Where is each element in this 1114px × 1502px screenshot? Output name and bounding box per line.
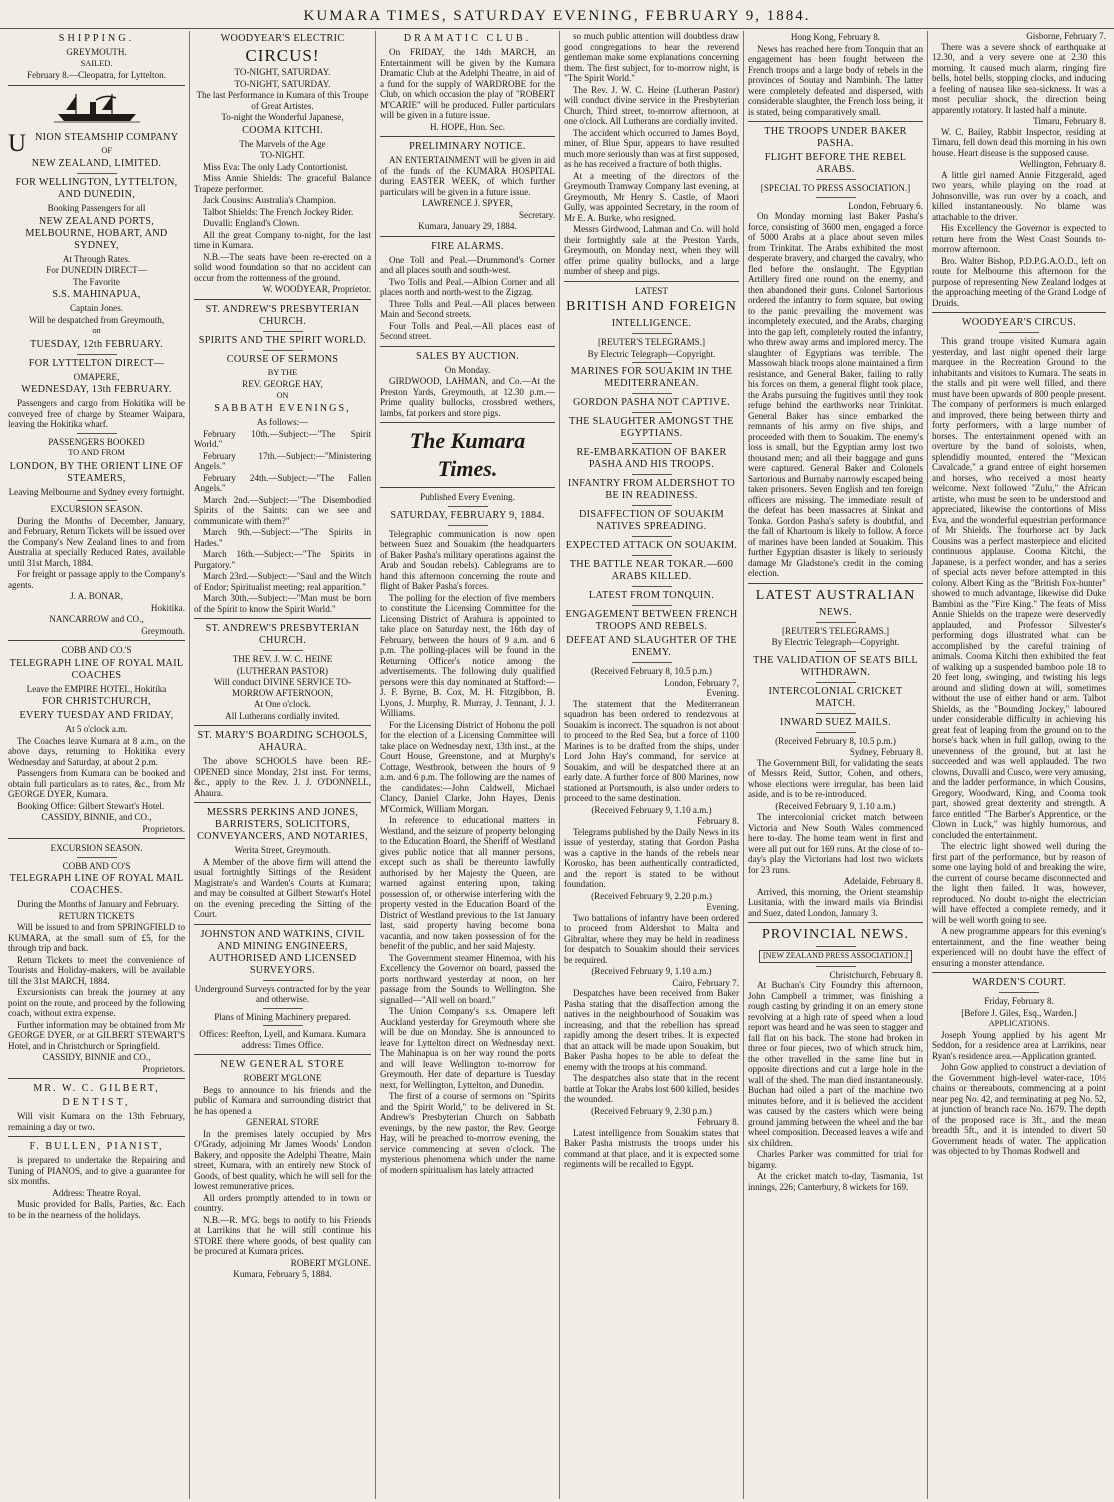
proprietors: Proprietors.	[142, 823, 185, 834]
sales-auction-heading: SALES BY AUCTION.	[416, 350, 519, 362]
bullen-address: Address: Theatre Royal.	[52, 1187, 141, 1198]
column-4	[560, 31, 744, 1499]
johnston-watkins-heading: JOHNSTON AND WATKINS, CIVIL AND MINING ENGINEERS, AUTHORISED AND LICENSED SURVEYORS.	[200, 928, 365, 976]
tonight-3: TO-NIGHT.	[260, 150, 305, 160]
telegraph-line-2: TELEGRAPH LINE OF ROYAL MAIL COACHES.	[9, 873, 184, 896]
dateline-christchurch: Christchurch, February 8.	[829, 969, 923, 980]
para-mediterranean: The statement that the Mediterranean squadron has been ordered to rendezvous at Souakim is incorrect. The squadron is not about to proceed to the Red Sea, but a force of 1100 Marines is to be drafted from the ships, under Lord John Hay's command, for service at Souakim, and will be despatched there at an early date. A further force of 800 Marines, now stationed at Portsmouth, is also under orders to proceed to the same destination.	[564, 698, 739, 803]
para-daily-news: Telegrams published by the Daily News in its issue of yesterday, stating that Gordon Pasha was a captive in the hands of the rebels near Korosko, has been authentically contradicted, and the report is stated to be without foundation.	[564, 826, 739, 889]
editorial-date: SATURDAY, FEBRUARY 9, 1884.	[390, 509, 545, 521]
werita-street: Werita Street, Greymouth.	[234, 845, 331, 855]
fire-alarm-2: Two Tolls and Peal.—Albion Corner and all places north and north-west to the Zigzag.	[380, 276, 555, 297]
spyer: LAWRENCE J. SPYER,	[422, 198, 513, 208]
divider	[448, 506, 488, 507]
para-new-programme: A new programme appears for this evening's entertainment, and the fine weather being experienced will no doubt have the effect of ensuring a monster attendance.	[932, 926, 1106, 968]
empire-hotel: Leave the EMPIRE HOTEL, Hokitika	[26, 683, 167, 694]
divider	[632, 474, 672, 475]
editorial-sermons: The first of a course of sermons on "Spirits and the Spirit World," to be delivered in St. Andrew's Presbyterian Church on Sabbath evenings, by the new pastor, the Rev. George Hay, will be preached to-morrow evening, the service commencing at seven o'clock. The mysterious phenomena which under the name of modern spiritualism has lately attracted	[380, 1091, 555, 1175]
woodyear-proprietor: W. WOODYEAR, Proprietor.	[262, 284, 371, 294]
store-premises: In the premises lately occupied by Mrs O'Grady, adjoining Mr James Woods' London Bakery, and opposite the Adelphi Theatre, Main street, Kumara, with an entirely new Stock of Goods, of best quality, which he will sell for the lowest remunerative prices.	[194, 1128, 371, 1191]
lyttelton-direct: FOR LYTTELTON DIRECT—	[28, 357, 165, 369]
headline-engagement: ENGAGEMENT BETWEEN FRENCH TROOPS AND REBELS.	[565, 609, 738, 632]
dateline-evening-1: Evening.	[706, 688, 739, 698]
divider	[564, 281, 739, 282]
to-and-from: TO AND FROM	[68, 448, 125, 457]
divider	[194, 299, 371, 300]
course-of-sermons: COURSE OF SERMONS	[226, 353, 339, 365]
divider	[8, 838, 185, 839]
dateline-hongkong: Hong Kong, February 8.	[790, 32, 881, 42]
headline-reembarkation: RE-EMBARKATION OF BAKER PASHA AND HIS TROOPS.	[576, 447, 727, 470]
newspaper-columns	[4, 31, 1110, 1499]
booking-office: Booking Office: Gilbert Stewart's Hotel.	[17, 800, 165, 811]
british-foreign-heading: BRITISH AND FOREIGN	[566, 299, 737, 314]
para-girdwood: Messrs Girdwood, Lahman and Co. will hold their fortnightly sale at the Preston Yards, Greymouth, on Monday next, when they will offer prime quality bullocks, and a large number of sheep and pigs.	[564, 224, 739, 276]
hope-sec: H. HOPE, Hon. Sec.	[429, 121, 506, 132]
agent-bonar: J. A. BONAR,	[70, 591, 123, 601]
bullen-heading: F. BULLEN, PIANIST,	[29, 1141, 164, 1152]
robert-mglone: ROBERT M'GLONE	[243, 1073, 322, 1083]
marvels: The Marvels of the Age	[239, 138, 326, 149]
preliminary-notice: PRELIMINARY NOTICE.	[409, 141, 526, 152]
wardens-court-heading: WARDEN'S COURT.	[972, 977, 1066, 988]
editorial-union-co: The Union Company's s.s. Omapere left Auckland yesterday for Greymouth where she will be due on Monday. She is announced to leave for Lyttelton direct on Wednesday next. The Mahinapua is on her way round the ports and will leave Wellington to-morrow for Greymouth. Her date of departure is Tuesday next, for Wellington, Lyttelton, and Dunedin.	[380, 1006, 555, 1090]
editorial-education: In reference to educational matters in Westland, and the seizure of property belonging to the Education Board, the Sheriff of Westland gives public notice that all manner persons, except such as shall be thereunto lawfully authorised by her Majesty the Queen, are warned against entering upon, taking possession of, or otherwise interfering with the property vested in the Education Board of the District of Westland previous to the 1st January last, said property having become bona vacantia, and now taken possession of for the benefit of the public, and her said Majesty.	[380, 815, 555, 951]
editorial-telegraphic: Telegraphic communication is now open between Suez and Souakim (the headquarters of Baker Pasha's military operations against the Arab and Soudan rebels). Cablegrams are to hand this afternoon concerning the route and flight of Baker Pasha's forces.	[380, 528, 555, 591]
para-young: Joseph Young applied by his agent Mr Seddon, for a residence area at Larrikins, near Ryan's residence area.—Application granted.	[932, 1029, 1106, 1061]
para-circus-review: This grand troupe visited Kumara again yesterday, and last night opened their large marquee in the Recreation Ground to the inhabitants and visitors to Kumara. The seats in the stalls and pit were well filled, and there must have been upwards of 800 people present. The company of performers is much enlarged and improved, there being between thirty and forty performers, with a large number of horses. The entertainment opened with an overture by the band of soloists, when, splendidly mounted, entered the "Mexican Cavalcade," a grand entree of eight horsemen and horses, who received a most hearty welcome. Next followed "Zulu," the African artiste, who must be seen to be understood and appreciated, likewise the contortions of Miss Eva, and the wonderful equestrian performance of Mr Shields. The fourhorse act by Jack Cousins was a perfect masterpiece and elicited continuous applause. Cooma Kitchi, the Japanese, is a perfect wonder, and has a series of special acts never before attempted in this colony. Albert King as the "British Fox-hunter" showed to much advantage, likewise did Duke Bambini as the "Fire King." The feats of Miss Annie Shields on the trapeze were deservedly applauded, and Professor Silvester's performing dogs illustrated what can be accomplished by the careful training of animals. Cooma Kitchi then exhibited the feat of walking up a suspended bamboo pole 18 to 20 feet long, swinging, and twisting his legs around and sliding down at will, sometimes without the use of either hand or arm. Talbot Shields, as the "Bounding Jockey," laboured under considerable difficulty in achieving his great feat of leaping from the ground on to the horse's back when in full gallop, owing to the unevenness of the ground, but at last he succeeded and was well applauded. The two clowns, Duvalli and Cusco, were very amusing, and the ladder performance, in which Cousins, Gregory, Woodward, King, and Cooma took part, showed great dexterity and strength. A farce entitled "The Barber's Apprentice, or the Clown in Luck," was highly humorous, and concluded the entertainment.	[932, 336, 1107, 840]
divider	[932, 972, 1106, 973]
para-public-attention: so much public attention will doubtless draw good congregations to hear the reverend gentleman make some explanations concerning them. The first subject, for to-morrow night, is "The Spirit World."	[564, 31, 739, 83]
through-rates: At Through Rates.	[62, 253, 131, 264]
kumara-jan: Kumara, January 29, 1884.	[418, 221, 517, 231]
wonderful-japanese: To-night the Wonderful Japanese,	[221, 112, 344, 122]
divider	[632, 443, 672, 444]
divider	[194, 725, 371, 726]
divider	[816, 179, 856, 180]
editorial-hohonu: For the Licensing District of Hohonu the poll for the election of a Licensing Committee will take place on Wednesday next, 13th inst., at the Court House, Greenstone, and at Murphy's Cottage, Westbrook, between the hours of 9 a.m. and 6 p.m. The following are the names of the candidates:—John Caldwell, Michael Clancy, Daniel Clarke, John Hayes, Denis M'Cormick, William Morgan.	[380, 719, 555, 814]
nz-press-label	[748, 950, 923, 963]
divider	[632, 505, 672, 506]
divider	[816, 946, 856, 947]
news-heading: NEWS.	[819, 606, 852, 618]
received-5: (Received February 9, 2.30 p.m.)	[591, 1105, 712, 1116]
cassidy-binnie-2: CASSIDY, BINNIE and CO.,	[42, 1052, 151, 1062]
divider	[748, 583, 923, 584]
divider	[8, 640, 185, 641]
talbot-shields: Talbot Shields: The French Jockey Rider.	[203, 206, 354, 217]
woodyears-circus-heading: WOODYEAR'S CIRCUS.	[961, 317, 1077, 328]
divider	[263, 331, 303, 332]
bullen-music: Music provided for Balls, Parties, &c. Each to be in the nearness of the holidays.	[8, 1199, 185, 1220]
kumara-times-nameplate: The Kumara Times.	[409, 428, 526, 481]
tuesday-date: TUESDAY, 12th FEBRUARY.	[30, 338, 163, 350]
copyright-label-2: By Electric Telegraph—Copyright.	[771, 637, 900, 647]
divider	[999, 992, 1039, 993]
tonight-2: TO-NIGHT, SATURDAY.	[234, 78, 331, 89]
divider	[77, 173, 117, 174]
bullen-body: is prepared to undertake the Repairing and Tuning of PIANOS, and to give a guarantee for six months.	[8, 1155, 185, 1186]
circus-heading: CIRCUS!	[245, 46, 320, 65]
published-every-evening: Published Every Evening.	[420, 492, 515, 502]
sermon-mar9: March 9th.—Subject:—"The Spirits in Hades."	[194, 527, 371, 548]
headline-aldershot: INFANTRY FROM ALDERSHOT TO BE IN READINESS.	[567, 478, 736, 501]
editorial-hinemoa: The Government steamer Hinemoa, with his Excellency the Governor on board, passed the ports northward yesterday at noon, on her passage from the Sounds to Wellington. She signalled—"All well on board."	[380, 952, 555, 1005]
column-3	[376, 31, 560, 1499]
cobb-heading: COBB AND CO.'S	[61, 645, 132, 655]
orient-line: LONDON, BY THE ORIENT LINE OF STEAMERS,	[9, 460, 184, 484]
divider	[816, 713, 856, 714]
received-4: (Received February 9, 1.10 a.m.)	[591, 966, 712, 976]
divider	[816, 197, 856, 198]
latest-label: LATEST	[635, 285, 668, 296]
para-lusitania: Arrived, this morning, the Orient steamship Lusitania, with the inward mails via Brindisi and Suez, dated London, January 3.	[748, 886, 923, 918]
dateline-gisborne: Gisborne, February 7.	[1026, 31, 1106, 41]
sabbath-evenings: SABBATH EVENINGS,	[214, 403, 351, 414]
st-marys-body: The above SCHOOLS have been RE-OPENED since Monday, 21st inst. For terms, &c., apply to the Rev. J. J. O'DONNELL, Ahaura.	[194, 756, 371, 798]
received-7: (Received February 9, 1.10 a.m.)	[775, 800, 896, 811]
booking-passengers: Booking Passengers for all	[47, 203, 146, 213]
divider	[380, 136, 555, 137]
divider	[448, 525, 488, 526]
para-intercolonial: The intercolonial cricket match between Victoria and New South Wales commenced here to-day. The home team went in first and were all put out for 169 runs. At the close of to-day's play the Victorians had lost two wickets for 23 runs.	[748, 812, 923, 875]
dateline-london-feb6: London, February 6.	[848, 200, 923, 211]
excursionists-body: Excursionists can break the journey at any point on the route, and proceed by the following coach, without extra expense.	[8, 987, 185, 1018]
excursion-body: During the Months of December, January, and February, Return Tickets will be issued over the Company's New Zealand lines to and from Australia at specially Reduced Rates, available until 31st March, 1884.	[8, 515, 185, 568]
seats-note: N.B.—The seats have been re-erected on a solid wood foundation so that no accident can occur from the rottenness of the ground.	[194, 251, 371, 283]
annie-shields: Miss Annie Shields: The graceful Balance Trapeze performer.	[194, 173, 371, 194]
on-label-2: ON	[276, 390, 289, 400]
captain-jones: Captain Jones.	[69, 303, 124, 313]
dateline-feb8-1: February 8.	[697, 816, 739, 826]
dateline-timaru: Timaru, February 8.	[1033, 116, 1106, 126]
received-2: (Received February 9, 1.10 a.m.)	[591, 804, 712, 815]
headline-validation: THE VALIDATION OF SEATS BILL WITHDRAWN.	[753, 654, 918, 678]
for-christchurch: FOR CHRISTCHURCH,	[42, 696, 151, 707]
freight-body: For freight or passage apply to the Company's agents.	[8, 569, 185, 590]
further-info-body: Further information may be obtained from Mr GEORGE DYER, or at GILBERT STEWART'S Hotel, and in Christchurch or Springfield.	[8, 1019, 185, 1051]
divider	[932, 312, 1106, 313]
every-tuesday: EVERY TUESDAY AND FRIDAY,	[19, 710, 174, 721]
divider	[816, 966, 856, 967]
ss-mahinapua: S.S. MAHINAPUA,	[52, 289, 141, 300]
divider	[8, 85, 185, 86]
headline-troops-baker: THE TROOPS UNDER BAKER PASHA.	[764, 126, 907, 149]
reuters-label: [REUTER'S TELEGRAMS.]	[597, 337, 706, 347]
excursion-season: EXCURSION SEASON.	[50, 504, 143, 514]
headline-slaughter: THE SLAUGHTER AMONGST THE EGYPTIANS.	[569, 416, 734, 439]
perkins-jones-body: A Member of the above firm will attend the usual fortnightly Sittings of the Resident Magistrate's and Warden's Courts at Kumara; and may be consulted at Gilbert Stewart's Hotel on the evening preceding the Sitting of the Court.	[194, 856, 371, 919]
divider	[816, 651, 856, 652]
sailed-label: SAILED.	[80, 58, 113, 68]
st-marys-heading: ST. MARY'S BOARDING SCHOOLS, AHAURA.	[197, 730, 368, 753]
divider	[263, 1025, 303, 1026]
para-despatches: Despatches have been received from Baker Pasha stating that the disaffection among the natives in the neighbourhood of Souakim was increasing, and that the rebellion has spread rapidly among the desert tribes. It is expected that an attack will be made upon Souakim, but Baker Pasha hopes to be able to defeat the enemy with the troops at his command.	[564, 988, 739, 1072]
usc-title-2: NEW ZEALAND, LIMITED.	[31, 158, 162, 169]
sermon-feb17: February 17th.—Subject:—"Ministering Angels."	[194, 450, 371, 471]
sermon-mar16: March 16th.—Subject:—"The Spirits in Purgatory."	[194, 549, 371, 570]
greymouth-heading: GREYMOUTH.	[66, 47, 127, 57]
para-accident: The accident which occurred to James Boyd, miner, of Blue Spur, appears to have resulted much more seriously than was at first supposed, as he has received a fracture of both thighs.	[564, 127, 739, 169]
return-tickets: RETURN TICKETS	[58, 910, 135, 921]
headline-tonquin: LATEST FROM TONQUIN.	[588, 590, 715, 601]
para-fitzgerald: A little girl named Annie Fitzgerald, aged two years, while playing on the road at Johnsonville, was run over by a coach, and killed instantaneously. No blame was attachable to the driver.	[932, 169, 1106, 222]
store-nb: N.B.—R. M'G. begs to notify to his Friends at Larrikins that he will still continue his STORE there where goods, of best quality can be procured at Kumara prices.	[194, 1214, 371, 1256]
para-electric-light: The electric light showed well during the first part of the performance, but by reason of some one laying hold of and breaking the wire, the current of course became disconnected and the light then failed. It was, however, reproduced. No doubt to-night the electrician will have effected a complete remedy, and it will be well worth going to see.	[932, 841, 1106, 925]
para-heine: The Rev. J. W. C. Heine (Lutheran Pastor) will conduct divine service in the Presbyterian Church, Third street, to-morrow afternoon, at one o'clock. All Lutherans are cordially invited.	[564, 84, 739, 126]
tonight-1: TO-NIGHT, SATURDAY.	[234, 67, 331, 77]
fire-alarm-4: Four Tolls and Peal.—All places east of Second street.	[380, 320, 555, 341]
special-press: [SPECIAL TO PRESS ASSOCIATION.]	[760, 183, 911, 193]
australian-heading: LATEST AUSTRALIAN	[755, 587, 916, 603]
provincial-heading: PROVINCIAL NEWS.	[762, 927, 909, 942]
copyright-label: By Electric Telegraph—Copyright.	[587, 348, 716, 359]
gilbert-body: Will visit Kumara on the 13th February, remaining a day or two.	[8, 1111, 185, 1132]
drop-cap-u: U	[8, 129, 27, 157]
dateline-london-1: London, February 7,	[664, 677, 739, 688]
by-the: BY THE	[267, 367, 298, 377]
intelligence-heading: INTELLIGENCE.	[611, 318, 692, 329]
fire-alarm-1: One Toll and Peal.—Drummond's Corner and all places south and south-west.	[380, 254, 555, 275]
agent-greymouth: Greymouth.	[141, 625, 185, 636]
hokitika-passengers: Passengers and cargo from Hokitika will be conveyed free of charge by Steamer Waipara, leaving the Hokitika wharf.	[8, 398, 185, 429]
telegraph-line: TELEGRAPH LINE OF ROYAL MAIL COACHES	[9, 657, 184, 681]
coaches-body: The Coaches leave Kumara at 8 a.m., on the above days, returning to Hokitika every Wednesday and Saturday, at about 2 p.m.	[8, 735, 185, 767]
para-foundry: At Buchan's City Foundry this afternoon, John Campbell a trimmer, was finishing a rough casting by grinding it on an emery stone revolving at a high rate of speed when a loud report was heard and he was seen to stagger and fall flat on his back. The stone had broken in three or four pieces, two of which struck him, the other travelled in the same line but in opposite directions and cut a large hole in the wall of the shed. The man died instantaneously. Buchan had oiled a part of the machine two minutes before, and it is believed the accident was caused by the casters which were being ground jamming between the wheel and the bar wheel composition. Deceased leaves a wife and six children.	[748, 980, 923, 1148]
usc-title: NION STEAMSHIP COMPANY	[34, 131, 179, 143]
para-government-bill: The Government Bill, for validating the seats of Messrs Reid, Suttor, Cohen, and others, whose elections were irregular, has been laid aside, and is to be re-introduced.	[748, 757, 923, 799]
agent-hokitika: Hokitika.	[150, 602, 185, 613]
divider	[8, 1078, 185, 1079]
tourists-body: Return Tickets to meet the convenience of Tourists and Holiday-makers, will be available till the 31st MARCH, 1884.	[8, 954, 185, 986]
para-parker: Charles Parker was committed for trial for bigamy.	[748, 1149, 923, 1170]
dramatic-club-body: On FRIDAY, the 14th MARCH, an Entertainment will be given by the Kumara Dramatic Club at the Adelphi Theatre, in aid of a fund for the supply of WARDROBE for the Club, on which occasion the play of "ROBERT M'CARIE" will be produced. Fuller particulars will be given in a future issue.	[380, 47, 555, 120]
friday-feb8: Friday, February 8.	[984, 996, 1054, 1006]
para-tokar: The despatches also state that in the recent battle at Tokar the Arabs lost 600 killed, besides the wounded.	[564, 1073, 739, 1104]
divider	[632, 586, 672, 587]
underground-surveys: Underground Surveys contracted for by the year and otherwise.	[194, 983, 371, 1004]
dunedin-direct: For DUNEDIN DIRECT—	[46, 265, 147, 275]
divine-service: Will conduct DIVINE SERVICE TO-MORROW AFTERNOON,	[214, 677, 351, 698]
agent-nancarrow: NANCARROW and CO.,	[49, 614, 144, 624]
rev-hay: REV. GEORGE HAY,	[242, 379, 323, 389]
dateline-sydney: Sydney, February 8.	[849, 747, 923, 757]
column-1	[4, 31, 190, 1499]
divider	[632, 393, 672, 394]
received-1: (Received February 8, 10.5 p.m.)	[591, 666, 712, 676]
divider	[632, 536, 672, 537]
reuters-label-2: [REUTER'S TELEGRAMS.]	[781, 625, 890, 636]
preliminary-body: AN ENTERTAINMENT will be given in aid of the funds of the KUMARA HOSPITAL during EASTER WEEK, of which further particulars will be given in a future issue.	[380, 155, 555, 197]
headline-defeat: DEFEAT AND SLAUGHTER OF THE ENEMY.	[566, 635, 737, 658]
store-announce: Begs to announce to his friends and the public of Kumara and surrounding district that he has opened a	[194, 1084, 371, 1116]
headline-cricket: INTERCOLONIAL CRICKET MATCH.	[768, 685, 903, 709]
cobb-heading-2: COBB AND CO'S	[62, 860, 131, 871]
st-andrews-heading: ST. ANDREW'S PRESBYTERIAN CHURCH.	[205, 303, 360, 327]
usc-of: OF	[101, 145, 113, 155]
dramatic-club-heading: DRAMATIC CLUB.	[403, 33, 532, 44]
proprietors-2: Proprietors.	[142, 1063, 185, 1074]
divider	[263, 350, 303, 351]
dateline-feb8-2: February 8.	[697, 1117, 739, 1127]
passengers-body: Passengers from Kumara can be booked and obtain full particulars as to rates, &c., from Mr GEORGE DYER, Kumara.	[8, 768, 185, 799]
divider	[632, 605, 672, 606]
para-governor: His Excellency the Governor is expected to return here from the West Coast Sounds to-morrow afternoon.	[932, 223, 1106, 254]
dateline-cairo: Cairo, February 7.	[672, 977, 739, 988]
gilbert-heading: MR. W. C. GILBERT,	[33, 1083, 160, 1094]
divider	[748, 121, 923, 122]
divider	[748, 922, 923, 923]
divider	[8, 1136, 185, 1137]
spirits-world: SPIRITS AND THE SPIRIT WORLD.	[198, 334, 367, 346]
para-bailey: W. C. Bailey, Rabbit Inspector, residing at Timaru, fell down dead this morning in his own house. Heart disease is the supposed cause.	[932, 126, 1106, 158]
para-tasmania: At the cricket match to-day, Tasmania, 1st innings, 226; Canterbury, 8 wickets for 169.	[748, 1171, 923, 1192]
para-latest-souakim: Latest intelligence from Souakim states that Baker Pasha mistrusts the troops under his command at that place, and it is expected some regiments will be recalled to Egypt.	[564, 1127, 739, 1169]
offices: Offices: Reefton, Lyell, and Kumara. Kumara address: Times Office.	[199, 1029, 366, 1050]
headline-marines: MARINES FOR SOUAKIM IN THE MEDITERRANEAN.	[570, 366, 733, 389]
divider	[194, 618, 371, 619]
secretary: Secretary.	[518, 209, 555, 220]
on-label: on	[92, 326, 101, 335]
omapere: OMAPERE,	[73, 371, 120, 382]
cassidy-binnie: CASSIDY, BINNIE, and CO.,	[41, 812, 152, 822]
divider	[816, 732, 856, 733]
great-company: All the great Company to-night, for the last time in Kumara.	[194, 229, 371, 250]
on-monday: On Monday.	[444, 364, 491, 375]
miss-eva: Miss Eva: The only Lady Contortionist.	[203, 161, 348, 172]
divider	[263, 650, 303, 651]
nz-press-stamp: [NEW ZEALAND PRESS ASSOCIATION.]	[759, 950, 912, 963]
fire-alarms-heading: FIRE ALARMS.	[431, 240, 504, 252]
divider	[632, 662, 672, 663]
masthead: KUMARA TIMES, SATURDAY EVENING, FEBRUARY 9, 1884.	[0, 4, 1114, 29]
divider	[194, 1054, 371, 1055]
sermon-feb10: February 10th.—Subject:—"The Spirit World."	[194, 428, 371, 449]
headline-suez-mails: INWARD SUEZ MAILS.	[780, 716, 891, 728]
divider	[632, 555, 672, 556]
sermon-mar2: March 2nd.—Subject:—"The Disembodied Spirits of the Saints: can we see and communicate with them?"	[194, 494, 371, 526]
headline-flight: FLIGHT BEFORE THE REBEL ARABS.	[764, 152, 907, 175]
despatched-from: Will be despatched from Greymouth,	[28, 314, 165, 325]
headline-gordon: GORDON PASHA NOT CAPTIVE.	[573, 397, 730, 408]
divider	[632, 362, 672, 363]
auction-body: GIRDWOOD, LAHMAN, and Co.—At the Preston Yards, Greymouth, at 12.30 p.m.—Prime quality bullocks, crossbred wethers, lambs, fat porkers and store pigs.	[380, 376, 555, 418]
last-performance: The last Performance in Kumara of this Troupe of Great Artistes.	[196, 90, 369, 111]
sailed-line: February 8.—Cleopatra, for Lyttelton.	[27, 70, 166, 80]
store-signature: ROBERT M'GLONE.	[290, 1257, 371, 1268]
wednesday-date: WEDNESDAY, 13th FEBRUARY.	[21, 384, 172, 395]
general-store: GENERAL STORE	[245, 1117, 319, 1127]
divider	[380, 487, 555, 488]
applications-label: APPLICATIONS.	[988, 1019, 1050, 1028]
divider	[263, 1008, 303, 1009]
store-orders: All orders promptly attended to in town or country.	[194, 1192, 371, 1213]
nz-ports: NEW ZEALAND PORTS, MELBOURNE, HOBART, AND SYDNEY,	[25, 215, 168, 251]
para-bishop: Bro. Walter Bishop, P.D.P.G.A.O.D., left on route for Melbourne this afternoon for the purpose of representing New Zealand lodges at the approaching meeting of the Grand Lodge of Druids.	[932, 255, 1106, 308]
divider	[194, 802, 371, 803]
received-6: (Received February 8, 10.5 p.m.)	[775, 735, 896, 746]
divider	[632, 333, 672, 334]
perkins-jones-heading: MESSRS PERKINS AND JONES, BARRISTERS, SOLICITORS, CONVEYANCERS, AND NOTARIES,	[197, 807, 368, 842]
springfield-body: Will be issued to and from SPRINGFIELD to KUMARA, at the small sum of £5, for the through trip and back.	[8, 922, 185, 953]
column-2	[190, 31, 376, 1499]
sermon-mar30: March 30th.—Subject:—"Man must be born of the Spirit to know the Spirit World."	[194, 593, 371, 614]
the-favorite: The Favorite	[73, 276, 120, 287]
sermon-mar23: March 23rd.—Subject:—"Saul and the Witch of Endor; Spiritualist meeting; real apparition."	[194, 571, 371, 592]
as-follows: As follows:—	[256, 417, 309, 427]
divider	[77, 500, 117, 501]
lutherans-invited: All Lutherans cordially invited.	[225, 710, 340, 721]
cooma-kitchi: COOMA KITCHI.	[242, 124, 323, 136]
headline-disaffection: DISAFFECTION OF SOUAKIM NATIVES SPREADING.	[578, 509, 724, 532]
para-baker-defeat: On Monday morning last Baker Pasha's force, consisting of 3600 men, engaged a force of 5000 Arabs at a place about seven miles from Trinkitat. The Arabs exhibited the most desperate bravery, and charged the cavalry, who fled before the onslaught. The Egyptian Artillery fired one round on the enemy, and then abandoned their guns. Colonel Sartorious ordered the infantry to form square, but owing to the panic prevailing the movement was incompletely executed, and the Arabs, charging into the gap left, completely routed the infantry, who threw away arms and implored mercy. The slaughter of Egyptians was terrible. The Massowah black troops alone maintained a firm resistance, and General Baker, failing to rally his forces on them, a general flight took place, the Arabs pursuing the fugitives until they took refuge behind the earthworks near Trinkitat. General Baker has since embarked the remnants of his army on five ships, and proceeded with them to Souakim. The enemy's loss is small, but the Egyptian army lost two thousand men; and all their baggage and guns were captured. General Baker and Colonels Sartorious and Burnaby narrowly escaped being taken prisoners. Seven English and ten foreign officers are missing. The immediate result of the defeat has been massacres at Sinkat and Tonka. Gordon Pasha's safety is doubtful, and the fall of Khartoum is likely to follow. A force of marines have been landed at Souakim. This further Egyptian disaster is likely to seriously damage Mr Gladstone's credit in the coming election.	[748, 211, 924, 578]
sermon-feb24: February 24th.—Subject:—"The Fallen Angels."	[194, 472, 371, 493]
divider	[999, 332, 1039, 333]
store-date: Kumara, February 5, 1884.	[233, 1269, 332, 1279]
st-andrews-heading-2: ST. ANDREW'S PRESBYTERIAN CHURCH.	[205, 623, 360, 646]
steamship-icon	[8, 90, 185, 130]
divider	[263, 980, 303, 981]
divider	[77, 857, 117, 858]
divider	[380, 236, 555, 237]
divider	[816, 622, 856, 623]
five-oclock: At 5 o'clock a.m.	[65, 724, 128, 734]
divider	[816, 682, 856, 683]
excursion-season-2: EXCURSION SEASON.	[50, 843, 143, 853]
jack-cousins: Jack Cousins: Australia's Champion.	[203, 195, 336, 205]
divider	[194, 924, 371, 925]
para-tramway: At a meeting of the directors of the Greymouth Tramway Company last evening, at Greymouth, Mr Henry S. Castle, of Maori Gully, was appointed Secretary, in the room of Mr E. A. Burke, who resigned.	[564, 170, 739, 223]
shipping-heading: SHIPPING.	[58, 33, 135, 44]
dentist-heading: DENTIST,	[62, 1097, 131, 1108]
dateline-evening-2: Evening.	[706, 902, 739, 912]
for-wellington: FOR WELLINGTON, LYTTELTON, AND DUNEDIN,	[15, 177, 178, 200]
rev-heine: THE REV. J. W. C. HEINE	[232, 654, 333, 664]
months-body: During the Months of January and February.	[17, 899, 179, 909]
divider	[380, 346, 555, 347]
para-tonquin: News has reached here from Tonquin that an engagement has been fought between the French troops and a large body of rebels in the provinces of Soutay and Nambinh. The latter were completely defeated and dispersed, with considerable slaughter, the French loss being, it is stated, being comparatively small.	[748, 43, 923, 117]
general-store-heading: NEW GENERAL STORE	[220, 1059, 345, 1070]
at-one-oclock: At One o'clock.	[254, 699, 311, 709]
headline-attack: EXPECTED ATTACK ON SOUAKIM.	[565, 540, 738, 551]
woodyear-heading: WOODYEAR'S ELECTRIC	[220, 33, 345, 44]
received-3: (Received February 9, 2.20 p.m.)	[591, 890, 712, 901]
para-gow: John Gow applied to construct a deviation of the Government high-level water-race, 10½ chains or thereabouts, commencing at a point near peg No. 42, and terminating at peg No. 52, at junction of branch race No. 1679. The depth of the proposed race is 3ft., and the mean breadth 5ft., and it is intended to divert 50 Government heads of water. The application was objected to by Thomas Rodwell and	[932, 1062, 1106, 1156]
editorial-polling: The polling for the election of five members to constitute the Licensing Committee for the Licensing District of Arahura is appointed to take place on Saturday next, the 16th day of February, between the hours of 9 a.m. and 6 p.m. The polling-places will be found in the Returning Officer's notice among the advertisements. The following duly qualified persons were this day nominated at Stafford:—J. F. Byrne, B. Cox, M. H. Fitzgibbon, B. Lyons, J. Murphy, R. Murray, J. Tennant, J. J. Williams.	[380, 592, 555, 718]
dateline-wellington: Wellington, February 8.	[1019, 159, 1106, 169]
dateline-adelaide: Adelaide, February 8.	[843, 876, 923, 886]
headline-tokar: THE BATTLE NEAR TOKAR.—600 ARABS KILLED.	[569, 559, 734, 582]
para-earthquake: There was a severe shock of earthquake at 12.30, and a very severe one at 2.30 this morning. It caused much alarm, ringing fire bells, hotel bells, stopping clocks, and inducing a feeling of nausea like sea-sickness. It was a most peculiar shock, the direction being apparently rotatory. It lasted half a minute.	[932, 41, 1106, 115]
column-5	[744, 31, 928, 1499]
before-giles: [Before J. Giles, Esq., Warden.]	[961, 1007, 1077, 1018]
divider	[77, 354, 117, 355]
leaving-melbourne: Leaving Melbourne and Sydney every fortnight.	[8, 486, 185, 497]
fire-alarm-3: Three Tolls and Peal.—All places between Main and Second streets.	[380, 298, 555, 319]
steamship-engraving	[52, 90, 142, 124]
duvalli: Duvalli: England's Clown.	[203, 218, 300, 228]
column-6	[928, 31, 1110, 1499]
lutheran-pastor: (LUTHERAN PASTOR)	[236, 665, 329, 676]
divider	[77, 433, 117, 434]
para-battalions: Two battalions of infantry have been ordered to proceed from Aldershot to Malta and Gibraltar, where they may be held in readiness for despatch to Souakim should their services be required.	[564, 912, 739, 965]
divider	[632, 412, 672, 413]
divider	[380, 422, 555, 423]
plans-machinery: Plans of Mining Machinery prepared.	[214, 1011, 351, 1022]
passengers-booked: PASSENGERS BOOKED	[48, 436, 145, 447]
